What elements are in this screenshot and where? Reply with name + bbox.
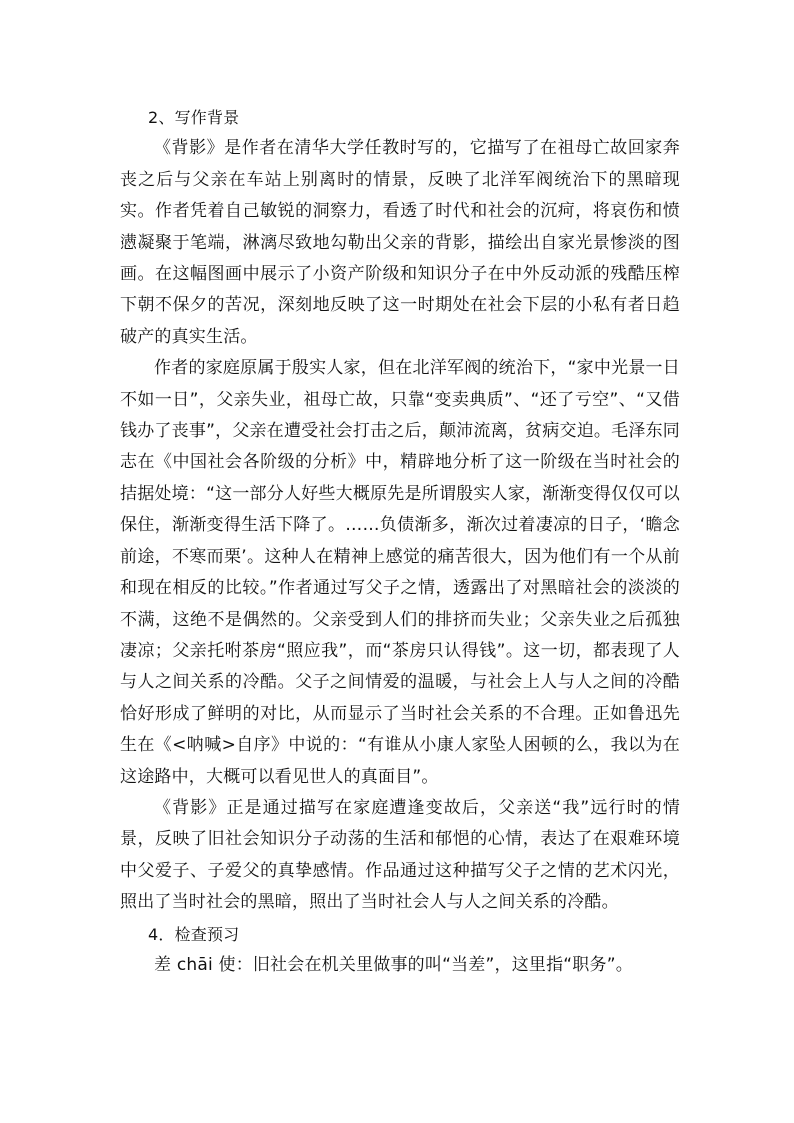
section-heading-preview-check: 4．检查预习 (148, 924, 240, 944)
vocab-entry (120, 950, 680, 981)
document-body (120, 102, 680, 981)
paragraph-background-1: 《背影》是作者在清华大学任教时写的，它描写了在祖母亡故回家奔丧之后与父亲在车站上别离时的情景，反映了北洋军阀统治下的黑暗现实。作者凭着自己敏锐的洞察力，看透了时代和社会的沉疴，将哀伤和愤懑凝聚于笔端，淋漓尽致地勾勒出父亲的背影，描绘出自家光景惨淡的图画。在这幅图画中展示了小资产阶级和知识分子在中外反动派的残酷压榨下朝不保夕的苦况，深刻地反映了这一时期处在社会下层的小私有者日趋破产的真实生活。 (120, 138, 680, 347)
vocab-word-second-char: 使 (218, 954, 236, 975)
vocab-pinyin: chāi (176, 954, 213, 975)
paragraph-background-2: 作者的家庭原属于殷实人家，但在北洋军阀的统治下，“家中光景一日不如一日”，父亲失业，祖母亡故，只靠“变卖典质”、“还了亏空”、“又借钱办了丧事”，父亲在遭受社会打击之后，颠沛流离，贫病交迫。毛泽东同志在《中国社会各阶级的分析》中，精辟地分析了这一阶级在当时社会的拮据处境：“这一部分人好些大概原先是所谓殷实人家，渐渐变得仅仅可以保住，渐渐变得生活下降了。……负债渐多，渐次过着凄凉的日子，‘瞻念前途，不寒而栗’。这种人在精神上感觉的痛苦很大，因为他们有一个从前和现在相反的比较。”作者通过写父子之情，透露出了对黑暗社会的淡淡的不满，这绝不是偶然的。父亲受到人们的排挤而失业；父亲失业之后孤独凄凉；父亲托咐茶房“照应我”，而“茶房只认得钱”。这一切，都表现了人与人之间关系的冷酷。父子之间情爱的温暖，与社会上人与人之间的冷酷恰好形成了鲜明的对比，从而显示了当时社会关系的不合理。正如鲁迅先生在《<呐喊>自序》中说的：“有谁从小康人家坠人困顿的么，我以为在这途路中，大概可以看见世人的真面目”。 (120, 358, 680, 787)
paragraph-background-3: 《背影》正是通过描写在家庭遭逢变故后，父亲送“我”远行时的情景，反映了旧社会知识分子动荡的生活和郁悒的心情，表达了在艰难环境中父爱子、子爱父的真挚感情。作品通过这种描写父子之情的艺术闪光，照出了当时社会的黑暗，照出了当时社会人与人之间关系的冷酷。 (120, 797, 680, 913)
section-heading-writing-background: 2、写作背景 (148, 108, 240, 127)
vocab-word: 差 (154, 954, 172, 975)
vocab-definition: ：旧社会在机关里做事的叫“当差”，这里指“职务”。 (235, 954, 633, 975)
